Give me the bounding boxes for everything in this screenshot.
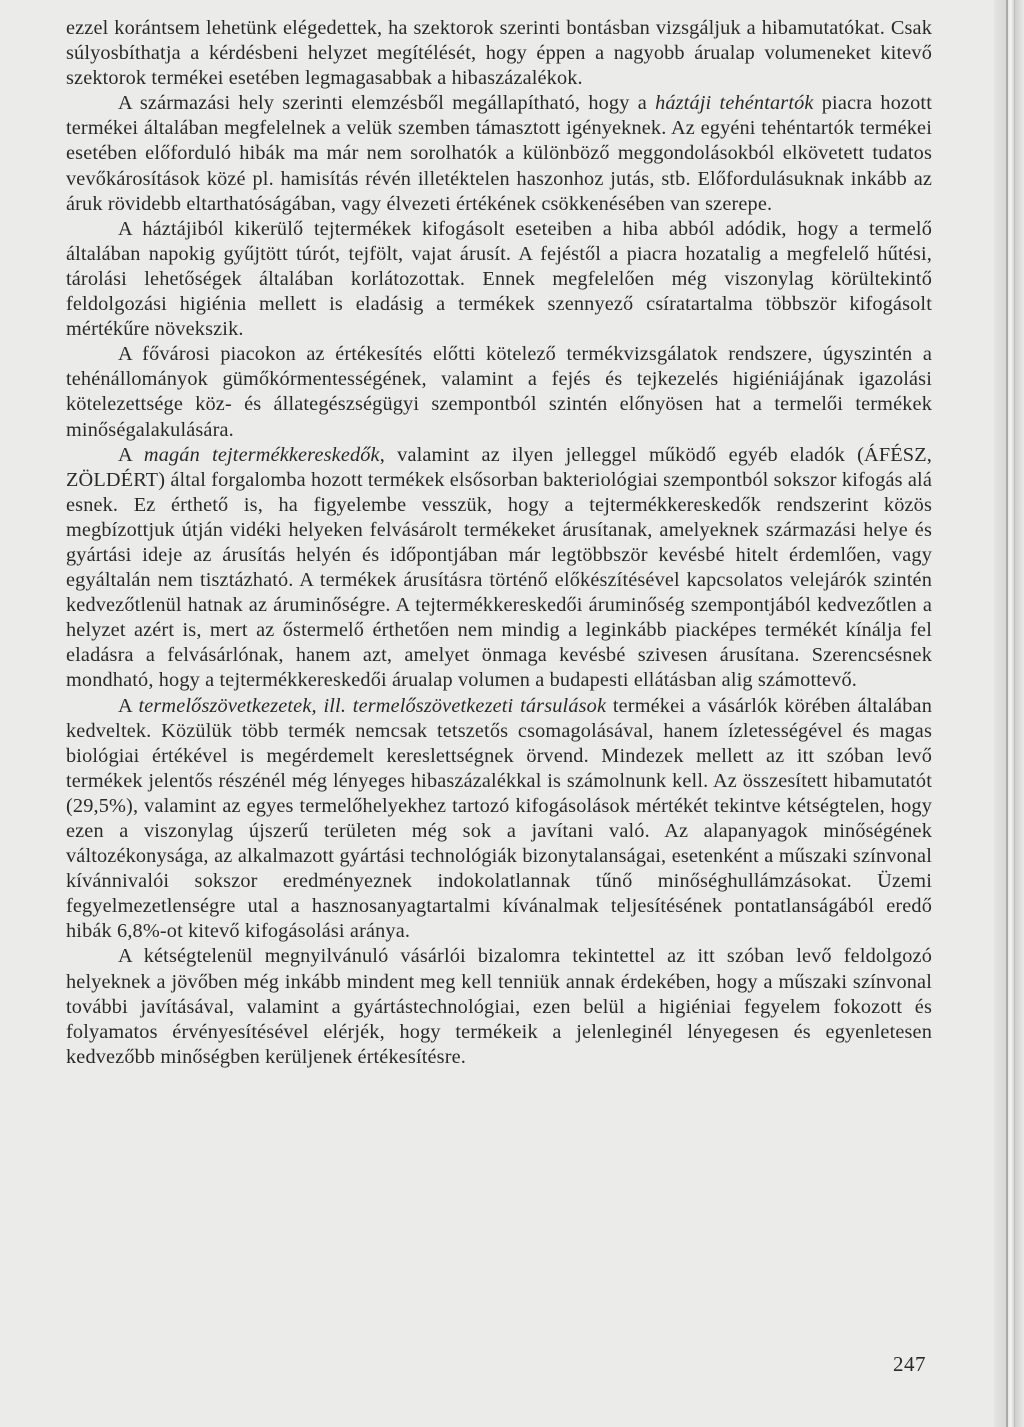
paragraph-text: ezzel korántsem lehetünk elégedettek, ha szektorok szerinti bontásban vizsgáljuk a hibamutatókat. Csak súlyosbíthatja a kérdésbeni helyzet megítélését, hogy éppen a nagyobb árualap volumeneket kitevő szektorok termékei esetében legmagasabbak a hibaszázalékok. (66, 17, 932, 90)
paragraph-haztaji-tehentartok (66, 91, 932, 216)
paragraph-text: A fővárosi piacokon az értékesítés előtti kötelező termékvizsgálatok rendszere, úgyszintén a tehénállományok gümőkórmentességének, valamint a fejés és tejkezelés higiéniájának igazolási kötelezettsége köz- és állategészségügyi szempontból szintén előnyösen hat a termelői termékek minőségalakulására. (66, 343, 932, 441)
paragraph-hibaszazalekok (66, 16, 932, 91)
paragraph-text: A kétségtelenül megnyilvánuló vásárlói bizalomra tekintettel az itt szóban levő feldolgozó helyeknek a jövőben még inkább mindent meg kell tenniük annak érdekében, hogy a műszaki színvonal további javításával, valamint a gyártástechnológiai, ezen belül a higiéniai fegyelem fokozott és folyamatos érvényesítésével elérjék, hogy termékeik a jelenleginél lényegesen és egyenletesen kedvezőbb minőségben kerüljenek értékesítésre. (66, 945, 932, 1068)
page-number: 247 (893, 1352, 926, 1376)
book-page-edge (994, 0, 1024, 1427)
paragraph-text: , valamint az ilyen jelleggel működő egyéb eladók (ÁFÉSZ, ZÖLDÉRT) által forgalomba hozott termékek elsősorban bakteriológiai szempontból sokszor kifogás alá esnek. Ez érthető is, ha figyelembe vesszük, hogy a tejtermékkereskedők rendszerint közös megbízottjuk útján vidéki helyeken felvásárolt termékeket árusítanak, amelyeknek származási helye és gyártási ideje az árusítás helyén és időpontjában már legtöbbször kevésbé hitelt érdemlően, vagy egyáltalán nem tisztázható. A termékek árusításra történő előkészítésével kapcsolatos velejárók szintén kedvezőtlenül hatnak az áruminőségre. A tejtermékkereskedői áruminőség szempontjából kedvezőtlen a helyzet azért is, mert az őstermelő érthetően nem mindig a leginkább piacképes termékét kínálja fel eladásra a felvásárlónak, hanem azt, amelyet önmaga kevésbé szivesen árusítana. Szerencsésnek mondható, hogy a tejtermékkereskedői árualap volumen a budapesti ellátásban alig számottevő. (66, 443, 932, 692)
paragraph-vasarloi-bizalom (66, 944, 932, 1069)
emphasis-termeloszovetkezetek: termelőszövetkezetek, ill. termelőszövetkezeti társulások (138, 694, 607, 717)
paragraph-haztaji-tejtermekek (66, 217, 932, 342)
paragraph-magan-kereskedok (66, 443, 932, 694)
paragraph-text: A (118, 443, 144, 466)
paragraph-text: A háztájiból kikerülő tejtermékek kifogásolt eseteiben a hiba abból adódik, hogy a termelő általában napokig gyűjtött túrót, tejfölt, vajat árusít. A fejéstől a piacra hozatalig a megfelelő hűtési, tárolási lehetőségek általában korlátozottak. Ennek megfelelően még viszonylag körültekintő feldolgozási higiénia mellett is eladásig a termékek szennyező csíratartalma többször kifogásolt mértékűre növekszik. (66, 217, 932, 341)
page-text-body (66, 16, 932, 1070)
paragraph-text: A származási hely szerinti elemzésből megállapítható, hogy a (118, 92, 656, 115)
emphasis-magan-tejtermekkereskedok: magán tejtermékkereskedők (143, 443, 380, 466)
paragraph-fovarosi-piacok (66, 342, 932, 442)
emphasis-haztaji-tehentartok: háztáji tehéntartók (655, 92, 814, 115)
paragraph-text: termékei a vásárlók körében általában kedveltek. Közülük több termék nemcsak tetszetős csomagolásával, hanem ízletességével és magas biológiai értékével is megérdemelt kereslettségnek örvend. Mindezek mellett az itt szóban levő termékek jelentős részénél még lényeges hibaszázalékkal is számolnunk kell. Az összesített hibamutatót (29,5%), valamint az egyes termelőhelyekhez tartozó kifogásolások mértékét tekintve kétségtelen, hogy ezen a viszonylag újszerű területen még sok a javítani való. Az alapanyagok minőségének változékonysága, az alkalmazott gyártási technológiák bizonytalanságai, esetenként a műszaki színvonal kívánnivalói sokszor eredményeznek indokolatlannak tűnő minőséghullámzásokat. Üzemi fegyelmezetlenségre utal a hasznosanyagtartalmi kívánalmak teljesítésének pontatlanságából eredő hibák 6,8%-ot kitevő kifogásolási aránya. (66, 694, 933, 943)
paragraph-termeloszovetkezetek (66, 694, 932, 945)
paragraph-text: piacra hozott termékei általában megfelelnek a velük szemben támasztott igényeknek. Az egyéni tehéntartók termékei esetében előforduló hibák ma már nem sorolhatók a különböző meggondolásokból elkövetett tudatos vevőkárosítások közé pl. hamisítás révén illetéktelen haszonhoz jutás, stb. Előfordulásuknak inkább az áruk rövidebb eltarthatóságában, vagy élvezeti értékének csökkenésében van szerepe. (66, 92, 932, 215)
paragraph-text: A (118, 694, 139, 717)
